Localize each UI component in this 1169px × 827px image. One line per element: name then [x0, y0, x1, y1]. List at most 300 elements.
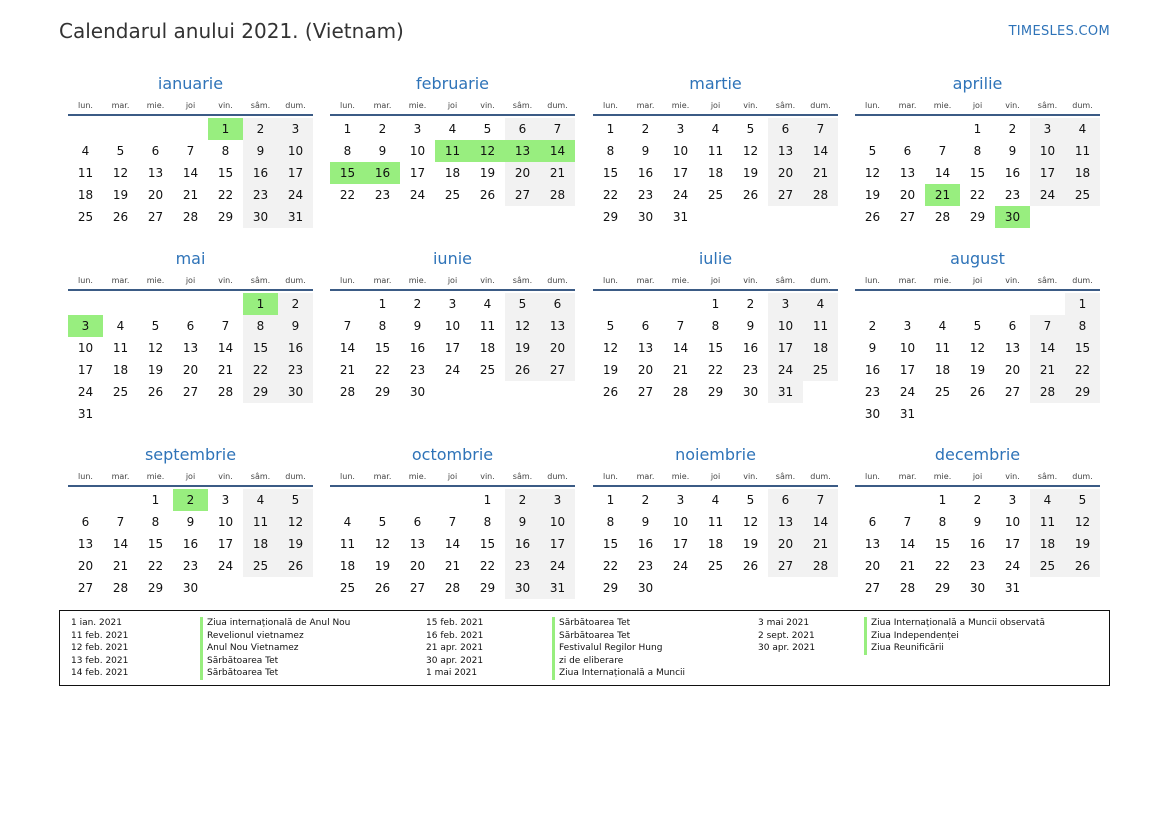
day-cell: 29 [374, 385, 391, 399]
empty-cell [925, 118, 960, 140]
legend-holiday-name: Sărbătoarea Tet [559, 618, 631, 628]
weekday-label: lun. [865, 276, 880, 285]
empty-cell [890, 118, 925, 140]
weekday-label: joi [447, 101, 458, 110]
day-cell: 4 [938, 319, 947, 333]
day-cell: 9 [186, 515, 195, 529]
day-cell: 7 [803, 118, 838, 140]
weekday-label: sâm. [250, 101, 271, 110]
empty-cell [173, 118, 208, 140]
day-cell: 9 [1008, 144, 1017, 158]
weekday-label: mie. [408, 472, 427, 481]
day-grid [68, 489, 313, 599]
day-cell: 31 [672, 210, 689, 224]
day-cell: 14 [1030, 337, 1065, 359]
day-cell: 5 [278, 489, 313, 511]
legend-holiday-name: Sărbătoarea Tet [207, 655, 279, 666]
day-cell: 22 [1065, 359, 1100, 381]
day-cell: 2 [505, 489, 540, 511]
day-cell: 14 [934, 166, 951, 180]
day-cell: 27 [505, 184, 540, 206]
weekday-header [855, 468, 1100, 487]
legend-date: 1 ian. 2021 [71, 618, 122, 628]
day-cell: 25 [803, 359, 838, 381]
day-cell: 19 [602, 363, 619, 377]
holiday-day: 13 [505, 140, 540, 162]
weekday-label: joi [447, 276, 458, 285]
day-cell: 15 [602, 166, 619, 180]
day-cell: 24 [77, 385, 94, 399]
day-cell: 3 [676, 493, 685, 507]
weekday-label: mar. [636, 276, 655, 285]
day-cell: 23 [1004, 188, 1021, 202]
month-name: august [950, 249, 1005, 268]
legend-holiday-name: Ziua Internațională a Muncii observată [871, 618, 1045, 628]
legend-date: 16 feb. 2021 [426, 630, 484, 641]
day-cell: 14 [803, 511, 838, 533]
day-cell: 21 [339, 363, 356, 377]
day-cell: 10 [1004, 515, 1021, 529]
weekday-label: lun. [340, 472, 355, 481]
day-cell: 12 [1065, 511, 1100, 533]
day-cell: 21 [112, 559, 129, 573]
day-cell: 30 [637, 210, 654, 224]
day-cell: 15 [969, 166, 986, 180]
day-cell: 29 [479, 581, 496, 595]
day-cell: 29 [707, 385, 724, 399]
day-cell: 4 [1065, 118, 1100, 140]
day-cell: 8 [151, 515, 160, 529]
day-cell: 28 [1030, 381, 1065, 403]
day-cell: 11 [479, 319, 496, 333]
weekday-label: lun. [78, 101, 93, 110]
day-cell: 19 [1065, 533, 1100, 555]
weekday-label: mie. [933, 276, 952, 285]
day-cell: 19 [969, 363, 986, 377]
day-cell: 16 [637, 537, 654, 551]
day-cell: 30 [505, 577, 540, 599]
day-cell: 6 [1008, 319, 1017, 333]
holiday-day: 1 [208, 118, 243, 140]
day-cell: 24 [672, 188, 689, 202]
day-cell: 21 [182, 188, 199, 202]
day-cell: 2 [746, 297, 755, 311]
holiday-legend [59, 610, 1110, 686]
empty-cell [68, 293, 103, 315]
weekday-label: vin. [1005, 472, 1020, 481]
weekday-header [593, 468, 838, 487]
day-cell: 7 [903, 515, 912, 529]
day-cell: 25 [1065, 184, 1100, 206]
day-cell: 8 [378, 319, 387, 333]
weekday-label: vin. [480, 276, 495, 285]
day-cell: 11 [77, 166, 94, 180]
day-cell: 27 [182, 385, 199, 399]
weekday-label: mar. [636, 472, 655, 481]
day-cell: 11 [243, 511, 278, 533]
day-cell: 26 [278, 555, 313, 577]
day-cell: 6 [81, 515, 90, 529]
weekday-label: vin. [743, 276, 758, 285]
day-cell: 13 [1004, 341, 1021, 355]
day-cell: 20 [182, 363, 199, 377]
day-cell: 17 [672, 537, 689, 551]
empty-cell [855, 118, 890, 140]
empty-cell [365, 489, 400, 511]
day-cell: 18 [339, 559, 356, 573]
day-cell: 21 [1030, 359, 1065, 381]
day-cell: 10 [672, 144, 689, 158]
day-cell: 28 [444, 581, 461, 595]
day-cell: 23 [969, 559, 986, 573]
weekday-label: dum. [810, 276, 831, 285]
day-cell: 7 [1030, 315, 1065, 337]
day-cell: 18 [112, 363, 129, 377]
day-cell: 28 [934, 210, 951, 224]
day-cell: 10 [540, 511, 575, 533]
holiday-day: 14 [540, 140, 575, 162]
weekday-label: joi [447, 472, 458, 481]
day-cell: 30 [278, 381, 313, 403]
day-cell: 4 [483, 297, 492, 311]
legend-dates-column [758, 617, 815, 655]
month-februarie [330, 73, 575, 206]
day-cell: 20 [147, 188, 164, 202]
day-cell: 17 [540, 533, 575, 555]
day-cell: 9 [641, 144, 650, 158]
weekday-label: joi [972, 276, 983, 285]
day-cell: 26 [742, 559, 759, 573]
empty-cell [435, 489, 470, 511]
holiday-day: 11 [435, 140, 470, 162]
weekday-header [68, 468, 313, 487]
weekday-label: dum. [810, 472, 831, 481]
day-cell: 18 [1065, 162, 1100, 184]
day-cell: 10 [217, 515, 234, 529]
day-cell: 22 [374, 363, 391, 377]
day-cell: 25 [444, 188, 461, 202]
month-name: martie [689, 74, 742, 93]
day-cell: 27 [147, 210, 164, 224]
day-cell: 8 [1065, 315, 1100, 337]
day-cell: 6 [768, 489, 803, 511]
day-cell: 4 [343, 515, 352, 529]
day-cell: 25 [339, 581, 356, 595]
day-cell: 9 [278, 315, 313, 337]
weekday-label: lun. [603, 276, 618, 285]
day-cell: 22 [147, 559, 164, 573]
day-cell: 29 [602, 210, 619, 224]
day-cell: 31 [1004, 581, 1021, 595]
day-cell: 6 [903, 144, 912, 158]
day-cell: 5 [868, 144, 877, 158]
empty-cell [960, 293, 995, 315]
day-cell: 8 [343, 144, 352, 158]
empty-cell [330, 293, 365, 315]
legend-date: 21 apr. 2021 [426, 643, 484, 653]
day-cell: 20 [505, 162, 540, 184]
day-grid [330, 118, 575, 206]
day-cell: 15 [147, 537, 164, 551]
empty-cell [925, 293, 960, 315]
month-name: noiembrie [675, 445, 756, 464]
brand-link[interactable]: TIMESLES.COM [1008, 24, 1110, 39]
day-cell: 18 [444, 166, 461, 180]
legend-holiday-name: Ziua internațională de Anul Nou [207, 618, 351, 628]
day-cell: 12 [505, 315, 540, 337]
day-cell: 8 [243, 315, 278, 337]
month-decembrie [855, 444, 1100, 599]
legend-date: 30 apr. 2021 [426, 655, 484, 666]
legend-holiday-name: Ziua Internațională a Muncii [559, 668, 686, 678]
day-cell: 17 [1004, 537, 1021, 551]
day-cell: 26 [602, 385, 619, 399]
day-cell: 1 [1065, 293, 1100, 315]
legend-holiday-name: Ziua Independenței [871, 630, 959, 641]
legend-names-column [552, 617, 685, 680]
day-cell: 3 [676, 122, 685, 136]
day-cell: 19 [147, 363, 164, 377]
legend-date: 2 sept. 2021 [758, 630, 815, 641]
day-cell: 17 [409, 166, 426, 180]
weekday-label: dum. [547, 101, 568, 110]
weekday-label: mie. [146, 101, 165, 110]
weekday-header [330, 468, 575, 487]
day-cell: 20 [1004, 363, 1021, 377]
day-cell: 12 [374, 537, 391, 551]
weekday-label: sâm. [250, 276, 271, 285]
day-cell: 28 [672, 385, 689, 399]
day-cell: 30 [637, 581, 654, 595]
day-cell: 7 [221, 319, 230, 333]
day-cell: 29 [217, 210, 234, 224]
day-cell: 11 [339, 537, 356, 551]
legend-holiday-name: zi de eliberare [559, 655, 624, 666]
weekday-label: mie. [146, 276, 165, 285]
weekday-header [330, 272, 575, 291]
month-name: februarie [415, 74, 490, 93]
day-cell: 22 [707, 363, 724, 377]
day-cell: 24 [540, 555, 575, 577]
weekday-label: mar. [898, 472, 917, 481]
day-cell: 23 [742, 363, 759, 377]
day-cell: 14 [339, 341, 356, 355]
day-cell: 22 [217, 188, 234, 202]
legend-date: 13 feb. 2021 [71, 655, 129, 666]
day-cell: 16 [278, 337, 313, 359]
day-cell: 18 [707, 537, 724, 551]
weekday-label: vin. [743, 472, 758, 481]
day-cell: 27 [768, 555, 803, 577]
weekday-header [593, 97, 838, 116]
day-cell: 21 [803, 162, 838, 184]
day-cell: 14 [182, 166, 199, 180]
day-cell: 8 [221, 144, 230, 158]
weekday-label: vin. [480, 472, 495, 481]
legend-holiday-name: Sărbătoarea Tet [207, 668, 279, 678]
day-cell: 23 [864, 385, 881, 399]
day-cell: 6 [413, 515, 422, 529]
weekday-label: mar. [373, 101, 392, 110]
day-cell: 1 [378, 297, 387, 311]
day-cell: 26 [1065, 555, 1100, 577]
day-cell: 12 [864, 166, 881, 180]
weekday-header [330, 97, 575, 116]
day-cell: 18 [1030, 533, 1065, 555]
day-cell: 1 [343, 122, 352, 136]
day-cell: 10 [77, 341, 94, 355]
empty-cell [593, 293, 628, 315]
day-cell: 4 [711, 493, 720, 507]
weekday-label: joi [185, 101, 196, 110]
day-cell: 23 [243, 184, 278, 206]
empty-cell [103, 489, 138, 511]
month-name: mai [175, 249, 206, 268]
day-cell: 5 [378, 515, 387, 529]
day-cell: 7 [343, 319, 352, 333]
day-cell: 29 [969, 210, 986, 224]
day-cell: 8 [606, 515, 615, 529]
day-cell: 4 [711, 122, 720, 136]
empty-cell [663, 293, 698, 315]
day-cell: 21 [444, 559, 461, 573]
weekday-label: vin. [218, 276, 233, 285]
weekday-label: lun. [78, 472, 93, 481]
day-cell: 18 [934, 363, 951, 377]
empty-cell [330, 489, 365, 511]
weekday-label: mar. [898, 101, 917, 110]
day-cell: 15 [1065, 337, 1100, 359]
day-cell: 1 [973, 122, 982, 136]
day-cell: 20 [899, 188, 916, 202]
day-cell: 28 [899, 581, 916, 595]
day-cell: 24 [278, 184, 313, 206]
day-cell: 27 [77, 581, 94, 595]
day-cell: 19 [505, 337, 540, 359]
day-cell: 24 [217, 559, 234, 573]
day-cell: 16 [969, 537, 986, 551]
day-cell: 5 [483, 122, 492, 136]
weekday-header [68, 272, 313, 291]
weekday-label: mie. [671, 101, 690, 110]
day-cell: 5 [505, 293, 540, 315]
weekday-label: sâm. [512, 472, 533, 481]
day-cell: 26 [374, 581, 391, 595]
day-cell: 30 [969, 581, 986, 595]
day-cell: 1 [711, 297, 720, 311]
day-cell: 15 [707, 341, 724, 355]
day-cell: 8 [938, 515, 947, 529]
day-cell: 5 [746, 122, 755, 136]
day-grid [593, 118, 838, 228]
weekday-label: vin. [743, 101, 758, 110]
day-cell: 9 [746, 319, 755, 333]
empty-cell [138, 293, 173, 315]
day-cell: 27 [768, 184, 803, 206]
day-cell: 20 [864, 559, 881, 573]
day-cell: 31 [768, 381, 803, 403]
day-grid [593, 293, 838, 403]
weekday-label: dum. [285, 472, 306, 481]
month-noiembrie [593, 444, 838, 599]
day-cell: 10 [899, 341, 916, 355]
weekday-label: mar. [111, 276, 130, 285]
weekday-label: mie. [671, 472, 690, 481]
weekday-label: sâm. [775, 101, 796, 110]
day-cell: 30 [864, 407, 881, 421]
legend-dates-column [426, 617, 483, 680]
empty-cell [68, 489, 103, 511]
month-name: decembrie [934, 445, 1021, 464]
weekday-label: dum. [547, 276, 568, 285]
day-cell: 26 [479, 188, 496, 202]
weekday-label: sâm. [512, 276, 533, 285]
day-cell: 5 [973, 319, 982, 333]
empty-cell [138, 118, 173, 140]
day-cell: 3 [278, 118, 313, 140]
day-cell: 27 [409, 581, 426, 595]
weekday-label: lun. [340, 276, 355, 285]
month-name: aprilie [952, 74, 1003, 93]
day-cell: 5 [606, 319, 615, 333]
day-cell: 31 [899, 407, 916, 421]
day-cell: 5 [746, 493, 755, 507]
weekday-label: vin. [480, 101, 495, 110]
day-cell: 25 [77, 210, 94, 224]
day-cell: 11 [112, 341, 129, 355]
day-cell: 13 [899, 166, 916, 180]
empty-cell [173, 293, 208, 315]
day-cell: 19 [112, 188, 129, 202]
day-cell: 21 [217, 363, 234, 377]
day-cell: 22 [602, 188, 619, 202]
day-cell: 2 [278, 293, 313, 315]
day-cell: 20 [768, 533, 803, 555]
weekday-label: lun. [865, 472, 880, 481]
day-cell: 3 [768, 293, 803, 315]
day-cell: 2 [1008, 122, 1017, 136]
legend-holiday-name: Ziua Reunificării [871, 643, 944, 653]
empty-cell [1030, 293, 1065, 315]
day-cell: 15 [374, 341, 391, 355]
day-cell: 1 [483, 493, 492, 507]
day-cell: 12 [742, 144, 759, 158]
weekday-header [855, 97, 1100, 116]
day-cell: 3 [1008, 493, 1017, 507]
day-cell: 9 [868, 341, 877, 355]
day-cell: 11 [707, 144, 724, 158]
empty-cell [890, 293, 925, 315]
day-grid [68, 118, 313, 228]
weekday-label: mie. [408, 276, 427, 285]
weekday-label: joi [710, 101, 721, 110]
empty-cell [208, 293, 243, 315]
day-cell: 11 [707, 515, 724, 529]
day-cell: 31 [540, 577, 575, 599]
day-cell: 7 [803, 489, 838, 511]
day-cell: 17 [77, 363, 94, 377]
day-cell: 3 [903, 319, 912, 333]
weekday-label: vin. [1005, 101, 1020, 110]
weekday-label: mar. [111, 472, 130, 481]
day-cell: 30 [409, 385, 426, 399]
legend-holiday-name: Festivalul Regilor Hung [559, 643, 663, 653]
legend-date: 15 feb. 2021 [426, 618, 484, 628]
day-cell: 13 [147, 166, 164, 180]
empty-cell [890, 489, 925, 511]
day-cell: 25 [707, 188, 724, 202]
day-cell: 20 [540, 337, 575, 359]
